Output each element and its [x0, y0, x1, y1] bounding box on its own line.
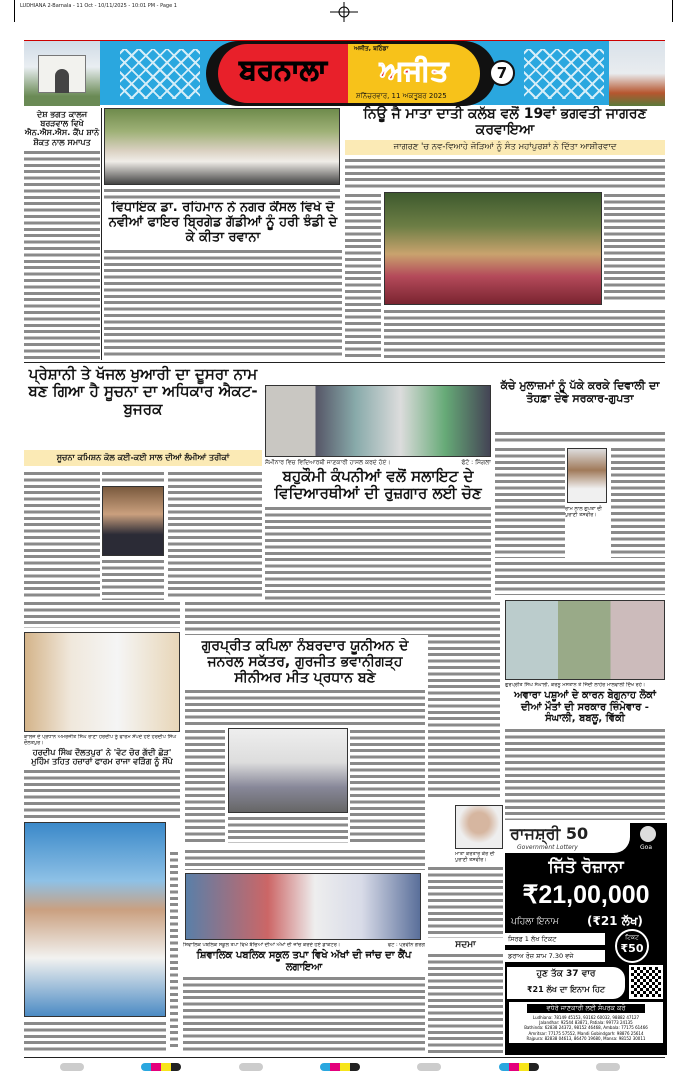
article-body [495, 446, 565, 558]
photo-caption [24, 1020, 166, 1054]
article-body [384, 308, 665, 360]
obituary-caption: ਮਾਤਾ ਕਰਤਾਰ ਕੌਰ ਦੀ ਪੁਰਾਣੀ ਤਸਵੀਰ। [455, 851, 495, 863]
article-body [102, 558, 164, 600]
article-body [24, 600, 180, 628]
ticket-label: ਟਿਕਟ [625, 934, 639, 941]
article-body [495, 560, 665, 595]
city-landmark-photo [609, 41, 665, 106]
masthead-brand: ਅਜੀਤ [379, 54, 449, 87]
article-body [495, 430, 665, 444]
article-body [428, 952, 503, 1055]
article-body [170, 850, 178, 1050]
article-body [611, 446, 665, 558]
print-slug: LUDHIANA 2-Barnala - 11 Oct - 10/11/2025 - 10:01 PM - Page 1 [20, 3, 177, 9]
jagran-photo [384, 192, 602, 305]
advert-state: Goa [640, 844, 652, 851]
advert-prize-lakh: (₹21 ਲੱਖ) [587, 914, 643, 928]
page-number: 7 [489, 60, 515, 86]
article-body [185, 728, 225, 843]
article-body [24, 470, 100, 600]
contact-line: Ludhiana: 78149 45153, 93162 60032, 98882 47127 [532, 1015, 640, 1020]
article-body [505, 727, 665, 821]
nss-headline: ਦੇਸ਼ ਭਗਤ ਕਾਲਜ ਬਰੜਵਾਲ ਵਿਖੇ ਐਨ.ਐਸ.ਐਸ. ਕੈਂਪ ਸ਼ਾਨੋ ਸ਼ੌਕਤ ਨਾਲ ਸਮਾਪਤ [24, 110, 100, 147]
school-photo [185, 873, 421, 940]
nss-story [24, 110, 100, 360]
athlete-photo [24, 822, 166, 1017]
article-body [168, 470, 262, 600]
seminar-headline: ਬਹੁਕੌਮੀ ਕੰਪਨੀਆਂ ਵਲੋਂ ਸਲਾਇਟ ਦੇ ਵਿਦਿਆਰਥੀਆਂ ਦੀ ਰੁਜ਼ਗਾਰ ਲਈ ਚੋਣ [274, 467, 482, 503]
photo-caption [104, 187, 340, 199]
kapila-story [185, 638, 425, 726]
article-body [183, 975, 425, 1054]
fire-brigade-headline: ਵਿਧਾਇਕ ਡਾ. ਰਹਿਮਾਨ ਨੇ ਨਗਰ ਕੌਂਸਲ ਵਿਖੇ ਦੋ ਨਵੀਆਂ ਫਾਇਰ ਬ੍ਰਿਗੇਡ ਗੱਡੀਆਂ ਨੂੰ ਹਰੀ ਝੰਡੀ ਦੇ ਕੇ ਕੀਤਾ ਰਵਾਨਾ [108, 201, 338, 245]
advert-title: ਜਿੱਤੋ ਰੋਜ਼ਾਨਾ [548, 857, 624, 877]
article-body [24, 149, 100, 360]
article-body [428, 600, 500, 800]
article-body [345, 192, 381, 360]
wins-line-1: ਹੁਣ ਤੱਕ 37 ਵਾਰ [536, 969, 596, 979]
city-gate-photo [24, 41, 100, 106]
school-story [183, 942, 425, 1054]
rti-headline: ਪ੍ਰੇਸ਼ਾਨੀ ਤੇ ਖੱਜਲ ਖੁਆਰੀ ਦਾ ਦੂਸਰਾ ਨਾਮ ਬਣ ਗਿਆ ਹੈ ਸੂਚਨਾ ਦਾ ਅਧਿਕਾਰ ਐਕਟ-ਬੁਜਰਕ [28, 365, 258, 418]
advert-wins [507, 967, 625, 999]
advert-contacts [509, 1002, 663, 1043]
obituary-story [428, 851, 503, 1054]
wins-line-2: ₹21 ਲੱਖ ਦਾ ਇਨਾਮ ਹਿਟ [526, 985, 606, 994]
employees-headline: ਕੱਚੇ ਮੁਲਾਜ਼ਮਾਂ ਨੂੰ ਪੱਕੇ ਕਰਕੇ ਦਿਵਾਲੀ ਦਾ ਤੋਹਫ਼ਾ ਦੇਵੇ ਸਰਕਾਰ-ਗੁਪਤਾ [500, 379, 660, 405]
obituary-portrait [455, 805, 503, 849]
masthead-date: ਸ਼ਨਿੱਚਰਵਾਰ, 11 ਅਕਤੂਬਰ 2025 [356, 92, 447, 100]
campaign-story [24, 734, 180, 819]
article-body [185, 848, 425, 870]
rti-subhead: ਸੂਚਨਾ ਕਮਿਸ਼ਨ ਕੋਲ ਕਈ-ਕਈ ਸਾਲ ਦੀਆਂ ਲੰਮੀਆਂ ਤਰੀਕਾਂ [24, 450, 262, 466]
stray-cattle-photo [505, 600, 665, 680]
campaign-headline: ਹਰਦੀਪ ਸਿੰਘ ਦੌਲਤਪੁਰ' ਨੇ 'ਵੋਟ ਚੋਰ ਗੱਦੀ ਛੋੜ' ਮੁਹਿੰਮ ਤਹਿਤ ਹਜ਼ਾਰਾਂ ਫਾਰਮ ਰਾਜਾ ਵੜਿੰਗ ਨੂੰ ਸੌਂਪੇ [31, 748, 173, 767]
qr-code-icon[interactable] [629, 965, 663, 999]
article-body [428, 865, 503, 938]
contact-line: Jalandhar: 92544 83871, Patiala: 99773 24135 [539, 1020, 633, 1026]
article-body [604, 192, 665, 300]
advert-draw-time: ਡਰਾਅ ਰੋਜ਼ ਸ਼ਾਮ 7.30 ਵਜੇ [505, 950, 605, 962]
stray-story [505, 682, 665, 820]
advert-tickets: ਸਿਰਫ 1 ਲੱਖ ਟਿਕਟ [505, 933, 605, 945]
advert-brand: ਰਾਜਸ਼੍ਰੀ 50 [510, 824, 589, 843]
advert-tagline: Government Lottery [517, 844, 578, 851]
jagran-headline: ਨਿਊ ਜੈ ਮਾਤਾ ਦਾਤੀ ਕਲੱਬ ਵਲੋਂ 19ਵਾਂ ਭਗਵਤੀ ਜਾਗਰਣ ਕਰਵਾਇਆ [363, 106, 647, 139]
pattern-right [524, 49, 604, 99]
color-registration-bar [60, 1063, 620, 1071]
contact-line: Amritsar: 77175 57552, Mandi Gobindgarh: 98876 25614 [528, 1030, 644, 1036]
school-caption: ਸ਼ਿਵਾਲਿਕ ਪਬਲਿਕ ਸਕੂਲ ਤਪਾ ਵਿਖੇ ਬੱਚਿਆਂ ਦੀਆਂ ਅੱਖਾਂ ਦੀ ਜਾਂਚ ਕਰਦੇ ਹੋਏ ਡਾਕਟਰ। [183, 942, 341, 948]
kapila-headline: ਗੁਰਪ੍ਰੀਤ ਕਪਿਲਾ ਨੰਬਰਦਾਰ ਯੂਨੀਅਨ ਦੇ ਜਨਰਲ ਸਕੱਤਰ, ਗੁਰਜੀਤ ਭਵਾਨੀਗੜ੍ਹ ਸੀਨੀਅਰ ਮੀਤ ਪ੍ਰਧਾਨ ਬਣੇ [201, 638, 409, 687]
jagran-subhead: ਜਾਗਰਣ 'ਚ ਨਵ-ਵਿਆਹੇ ਜੋੜਿਆਂ ਨੂੰ ਸੰਤ ਮਹਾਂਪੁਰਸ਼ਾਂ ਨੇ ਦਿੱਤਾ ਆਸ਼ੀਰਵਾਦ [345, 140, 665, 155]
article-body [104, 248, 342, 359]
article-body [24, 768, 180, 819]
lottery-advert[interactable] [505, 823, 667, 1055]
stray-headline: ਅਵਾਰਾ ਪਸ਼ੂਆਂ ਦੇ ਕਾਰਨ ਬੇਗੁਨਾਹ ਲੋਕਾਂ ਦੀਆਂ ਮੌਤਾਂ ਦੀ ਸਰਕਾਰ ਜ਼ਿੰਮੇਵਾਰ - ਸੰਘਾਲੀ, ਬਬਲੂ, ਵਿੱਕੀ [514, 690, 656, 724]
rti-portrait [102, 486, 164, 556]
contact-line: Bathinda: 62838 24372, 98152 46468, Ambala: 77175 61466 [524, 1025, 648, 1031]
stray-caption: ਗੁਰਪ੍ਰੀਤ ਸਿੰਘ ਸੰਘਾਲੀ, ਕਰਨੂ ਮਸਤਾਨ ਤੇ ਜਿੰਦੀ ਲਾਹੌਰ ਮਾਲਵਾਲੀ ਦਿੱਖ ਰਹੇ। [505, 682, 646, 688]
school-headline: ਸ਼ਿਵਾਲਿਕ ਪਬਲਿਕ ਸਕੂਲ ਤਪਾ ਵਿਖੇ ਅੱਖਾਂ ਦੀ ਜਾਂਚ ਦਾ ਕੈਂਪ ਲਗਾਇਆ [196, 950, 412, 973]
advert-prize-label: ਪਹਿਲਾ ਇਨਾਮ [511, 917, 559, 927]
article-body [345, 157, 665, 190]
fire-brigade-story [104, 201, 342, 359]
article-body [228, 815, 348, 843]
seminar-credit: ਫੋਟੋ : ਸਿੰਗਲਾ [461, 459, 491, 466]
contact-line: Rajpura: 82838 04613, 86470 19680, Mansa: 98152 30011 [526, 1035, 646, 1041]
masthead-city: ਬਰਨਾਲਾ [239, 53, 327, 86]
ticket-price: ₹50 [620, 942, 644, 955]
crop-mark [14, 0, 15, 22]
obituary-heading: ਸਦਮਾ [455, 939, 476, 950]
registration-mark-icon [330, 2, 358, 22]
article-body [102, 470, 164, 484]
seminar-photo [265, 385, 491, 457]
article-body [350, 728, 425, 843]
divider [24, 362, 665, 363]
school-credit: ਫੋਟੋ : ਪ੍ਰਵੀਨ ਗਰਗ [387, 942, 425, 948]
masthead-edition: ਅਜੀਤ, ਬਠਿੰਡਾ [354, 45, 389, 52]
seminar-caption: ਸੈਮੀਨਾਰ ਵਿਚ ਵਿਦਿਆਰਥੀ ਜਾਣਕਾਰੀ ਹਾਸਲ ਕਰਦੇ ਹੋਏ। [265, 459, 391, 466]
campaign-photo [24, 632, 180, 732]
gupta-portrait [567, 448, 607, 503]
divider [24, 1057, 665, 1058]
column-rule [101, 108, 102, 360]
advert-prize: ₹21,00,000 [522, 881, 650, 909]
masthead [24, 40, 665, 105]
contact-heading: ਵਧੇਰੇ ਜਾਣਕਾਰੀ ਲਈ ਸੰਪਰਕ ਕਰੋ [527, 1004, 645, 1013]
article-body [185, 688, 425, 726]
fire-brigade-photo [104, 108, 340, 185]
ticket-price-badge [615, 929, 649, 963]
goa-emblem-icon [640, 826, 656, 842]
campaign-caption: ਕਾਲਜ ਦੇ ਪ੍ਰਧਾਨ ਅਮਰਜੀਤ ਸਿੰਘ ਰਾਣਾ ਹਰਦੀਪ ਨੂੰ ਫਾਰਮ ਸੌਂਪਦੇ ਹੋਏ ਹਰਦੀਪ ਸਿੰਘ ਦੌਲਤਪੁਰ। [24, 734, 177, 746]
logo-oval [206, 41, 496, 106]
gupta-caption: ਰਾਮ ਲਾਲ ਗੁਪਤਾ ਦੀ ਪੁਰਾਣੀ ਤਸਵੀਰ। [565, 506, 602, 518]
pattern-left [120, 49, 200, 99]
jagran-story [345, 106, 665, 190]
kapila-photo [228, 728, 348, 813]
crop-mark [672, 0, 673, 22]
